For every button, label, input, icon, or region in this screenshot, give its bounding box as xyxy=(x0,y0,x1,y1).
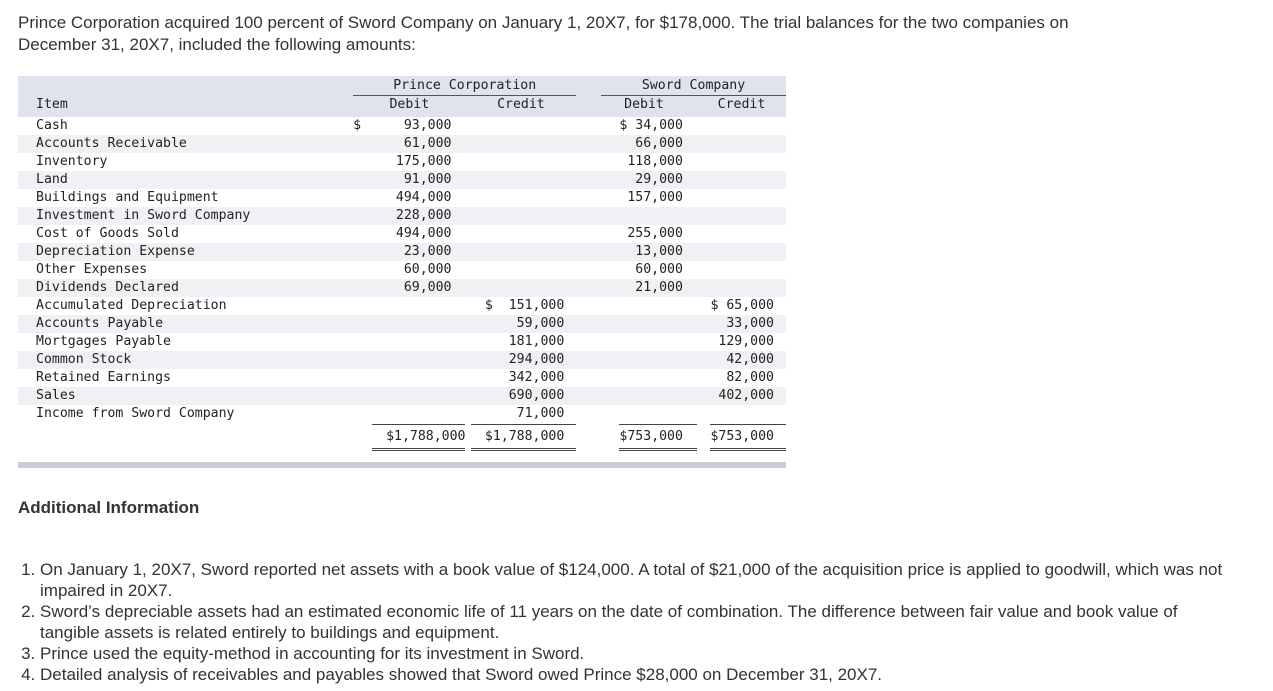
prince-debit-value: 23,000 xyxy=(403,244,452,259)
table-row xyxy=(18,297,786,315)
prince-credit-cell xyxy=(465,135,576,153)
sword-credit-cell xyxy=(697,261,786,279)
prince-debit-value: 228,000 xyxy=(395,208,452,223)
prince-credit-value xyxy=(564,280,576,295)
row-item-label: Land xyxy=(18,171,337,189)
prince-debit-value xyxy=(451,298,465,313)
sword-debit-value xyxy=(683,334,697,349)
additional-info-item: 4. Detailed analysis of receivables and payables showed that Sword owed Prince $28,000 on December 31, 20X7. xyxy=(40,664,1240,685)
prince-credit-cell xyxy=(465,279,576,297)
prince-credit-cell xyxy=(465,387,576,405)
prince-debit-value: 494,000 xyxy=(395,190,452,205)
prince-credit-cell xyxy=(465,351,576,369)
sword-debit-cell xyxy=(591,171,697,189)
sword-debit-cell xyxy=(591,369,697,387)
dollar-sign: $ xyxy=(353,118,362,133)
sword-credit-value: 42,000 xyxy=(726,352,774,367)
sword-debit-value: 66,000 xyxy=(635,136,683,151)
row-item-label: Buildings and Equipment xyxy=(18,189,337,207)
prince-credit-value: 690,000 xyxy=(508,388,565,403)
prince-debit-cell xyxy=(337,207,465,225)
prince-debit-value xyxy=(451,334,465,349)
sword-debit-value xyxy=(683,352,697,367)
sword-debit-value: 118,000 xyxy=(627,154,683,169)
sword-credit-value xyxy=(774,262,786,277)
sword-credit-value xyxy=(774,406,786,421)
sword-debit-cell xyxy=(591,315,697,333)
additional-information-heading: Additional Information xyxy=(18,498,200,517)
sword-credit-cell xyxy=(697,369,786,387)
prince-credit-value: 342,000 xyxy=(508,370,565,385)
table-total-row xyxy=(18,423,786,451)
prince-credit-cell xyxy=(465,333,576,351)
sword-credit-cell xyxy=(697,189,786,207)
prince-credit-cell xyxy=(465,117,576,135)
prince-debit-cell xyxy=(337,225,465,243)
sword-credit-value xyxy=(774,172,786,187)
trial-balance-table xyxy=(18,76,786,451)
sword-credit-cell xyxy=(697,225,786,243)
sword-debit-cell xyxy=(591,135,697,153)
sword-credit-cell xyxy=(697,171,786,189)
prince-debit-cell xyxy=(337,171,465,189)
prince-debit-cell xyxy=(337,369,465,387)
sword-credit-cell xyxy=(697,297,786,315)
prince-credit-value: 181,000 xyxy=(508,334,565,349)
prince-debit-cell xyxy=(337,351,465,369)
table-row xyxy=(18,333,786,351)
prince-debit-cell xyxy=(337,189,465,207)
row-item-label: Other Expenses xyxy=(18,261,337,279)
sword-credit-value: 129,000 xyxy=(718,334,774,349)
sword-credit-cell xyxy=(697,405,786,423)
table-row xyxy=(18,315,786,333)
sword-credit-value xyxy=(774,118,786,133)
prince-credit-cell xyxy=(465,369,576,387)
table-row xyxy=(18,279,786,297)
sword-credit-value xyxy=(774,154,786,169)
prince-debit-value: 494,000 xyxy=(395,226,452,241)
row-item-label: Retained Earnings xyxy=(18,369,337,387)
sword-credit-cell xyxy=(697,315,786,333)
table-group-header-row xyxy=(18,76,786,96)
table-row xyxy=(18,261,786,279)
prince-credit-cell xyxy=(465,225,576,243)
prince-debit-cell xyxy=(337,387,465,405)
prince-debit-cell xyxy=(337,261,465,279)
table-row xyxy=(18,135,786,153)
sword-credit-value xyxy=(774,190,786,205)
prince-debit-cell xyxy=(337,279,465,297)
row-item-label: Investment in Sword Company xyxy=(18,207,337,225)
sword-debit-value: 60,000 xyxy=(635,262,683,277)
sword-credit-value: $ 65,000 xyxy=(710,298,774,313)
prince-debit-value xyxy=(451,316,465,331)
column-header-prince-credit: Credit xyxy=(465,96,576,117)
prince-debit-cell xyxy=(337,297,465,315)
sword-debit-cell xyxy=(591,189,697,207)
total-prince-debit: $1,788,000 xyxy=(372,424,465,451)
column-header-prince-debit: Debit xyxy=(337,96,465,117)
row-item-label: Accumulated Depreciation xyxy=(18,297,337,315)
table-bottom-bar xyxy=(18,462,786,468)
sword-debit-value xyxy=(683,388,697,403)
sword-credit-value xyxy=(774,244,786,259)
prince-credit-value xyxy=(564,262,576,277)
prince-debit-value: 91,000 xyxy=(403,172,452,187)
sword-debit-cell xyxy=(591,117,697,135)
table-row xyxy=(18,387,786,405)
sword-credit-value: 33,000 xyxy=(726,316,774,331)
sword-debit-cell xyxy=(591,207,697,225)
group-header-sword: Sword Company xyxy=(601,77,786,96)
table-row xyxy=(18,153,786,171)
group-header-prince: Prince Corporation xyxy=(353,77,576,96)
prince-debit-value: 61,000 xyxy=(403,136,452,151)
prince-credit-value: 294,000 xyxy=(508,352,565,367)
sword-credit-cell xyxy=(697,243,786,261)
prince-credit-cell xyxy=(465,315,576,333)
prince-debit-value: 60,000 xyxy=(403,262,452,277)
additional-info-item: 3. Prince used the equity-method in accounting for its investment in Sword. xyxy=(40,643,1240,664)
prince-debit-value: 69,000 xyxy=(403,280,452,295)
sword-debit-cell xyxy=(591,405,697,423)
sword-debit-cell xyxy=(591,297,697,315)
sword-debit-cell xyxy=(591,333,697,351)
sword-debit-value xyxy=(683,370,697,385)
row-item-label: Sales xyxy=(18,387,337,405)
sword-debit-value: 157,000 xyxy=(627,190,683,205)
prince-debit-cell xyxy=(337,243,465,261)
column-header-sword-credit: Credit xyxy=(697,96,786,117)
prince-debit-value: 175,000 xyxy=(395,154,452,169)
prince-credit-cell xyxy=(465,405,576,423)
sword-credit-cell xyxy=(697,207,786,225)
sword-credit-cell xyxy=(697,387,786,405)
table-row xyxy=(18,171,786,189)
row-item-label: Depreciation Expense xyxy=(18,243,337,261)
prince-credit-cell xyxy=(465,189,576,207)
sword-debit-cell xyxy=(591,387,697,405)
sword-credit-value xyxy=(774,280,786,295)
intro-paragraph: Prince Corporation acquired 100 percent of Sword Company on January 1, 20X7, for $178,000. The trial balances for the two companies on December 31, 20X7, included the following amounts: xyxy=(18,13,1069,54)
table-column-header-row xyxy=(18,96,786,117)
table-row xyxy=(18,117,786,135)
additional-info-item: 2. Sword’s depreciable assets had an estimated economic life of 11 years on the date of combination. The difference between fair value and book value of tangible assets is related entirely to buildings and equipment. xyxy=(40,601,1240,643)
prince-debit-cell xyxy=(337,117,465,135)
sword-debit-value: 13,000 xyxy=(635,244,683,259)
total-sword-credit: $753,000 xyxy=(710,424,786,451)
table-row xyxy=(18,189,786,207)
sword-credit-cell xyxy=(697,279,786,297)
row-item-label: Cost of Goods Sold xyxy=(18,225,337,243)
sword-debit-cell xyxy=(591,243,697,261)
prince-credit-value: 71,000 xyxy=(516,406,565,421)
prince-debit-value xyxy=(451,370,465,385)
prince-credit-cell xyxy=(465,261,576,279)
sword-credit-value xyxy=(774,226,786,241)
column-header-item: Item xyxy=(18,96,337,117)
sword-debit-value: $ 34,000 xyxy=(619,118,683,133)
row-item-label: Income from Sword Company xyxy=(18,405,337,423)
total-prince-credit: $1,788,000 xyxy=(471,424,576,451)
sword-debit-value: 255,000 xyxy=(627,226,683,241)
prince-debit-value: 93,000 xyxy=(403,118,452,133)
row-item-label: Accounts Payable xyxy=(18,315,337,333)
row-item-label: Accounts Receivable xyxy=(18,135,337,153)
prince-credit-value xyxy=(564,244,576,259)
row-item-label: Dividends Declared xyxy=(18,279,337,297)
sword-debit-value xyxy=(683,406,697,421)
row-item-label: Cash xyxy=(18,117,337,135)
prince-credit-value xyxy=(564,136,576,151)
prince-debit-cell xyxy=(337,315,465,333)
sword-debit-cell xyxy=(591,225,697,243)
sword-debit-value: 21,000 xyxy=(635,280,683,295)
prince-credit-cell xyxy=(465,207,576,225)
sword-debit-cell xyxy=(591,279,697,297)
sword-credit-cell xyxy=(697,117,786,135)
prince-credit-cell xyxy=(465,297,576,315)
row-item-label: Mortgages Payable xyxy=(18,333,337,351)
prince-debit-cell xyxy=(337,153,465,171)
sword-debit-value: 29,000 xyxy=(635,172,683,187)
table-row xyxy=(18,207,786,225)
table-row xyxy=(18,225,786,243)
prince-credit-cell xyxy=(465,153,576,171)
prince-debit-value xyxy=(451,388,465,403)
prince-debit-cell xyxy=(337,333,465,351)
prince-credit-value xyxy=(564,154,576,169)
row-item-label: Common Stock xyxy=(18,351,337,369)
sword-credit-value: 82,000 xyxy=(726,370,774,385)
trial-balance-table-container xyxy=(18,76,786,451)
prince-credit-value xyxy=(564,208,576,223)
table-row xyxy=(18,369,786,387)
sword-debit-cell xyxy=(591,351,697,369)
prince-debit-cell xyxy=(337,135,465,153)
sword-debit-cell xyxy=(591,261,697,279)
row-item-label: Inventory xyxy=(18,153,337,171)
table-row xyxy=(18,243,786,261)
prince-debit-value xyxy=(451,406,465,421)
sword-debit-cell xyxy=(591,153,697,171)
additional-info-item: 1. On January 1, 20X7, Sword reported net assets with a book value of $124,000. A total of $21,000 of the acquisition price is applied to goodwill, which was not impaired in 20X7. xyxy=(40,559,1240,601)
additional-information-list xyxy=(18,559,1240,685)
prince-debit-cell xyxy=(337,405,465,423)
prince-debit-value xyxy=(451,352,465,367)
sword-credit-cell xyxy=(697,351,786,369)
prince-credit-value: 59,000 xyxy=(516,316,565,331)
prince-credit-value xyxy=(564,172,576,187)
sword-debit-value xyxy=(683,208,697,223)
sword-credit-value xyxy=(774,136,786,151)
prince-credit-cell xyxy=(465,243,576,261)
table-row xyxy=(18,351,786,369)
prince-credit-value xyxy=(564,190,576,205)
sword-debit-value xyxy=(683,298,697,313)
table-row xyxy=(18,405,786,423)
sword-credit-value: 402,000 xyxy=(718,388,774,403)
sword-credit-value xyxy=(774,208,786,223)
sword-credit-cell xyxy=(697,333,786,351)
prince-credit-value: $ 151,000 xyxy=(484,298,565,313)
sword-credit-cell xyxy=(697,153,786,171)
sword-credit-cell xyxy=(697,135,786,153)
prince-credit-value xyxy=(564,118,576,133)
total-sword-debit: $753,000 xyxy=(619,424,697,451)
column-header-sword-debit: Debit xyxy=(591,96,697,117)
prince-credit-value xyxy=(564,226,576,241)
prince-credit-cell xyxy=(465,171,576,189)
sword-debit-value xyxy=(683,316,697,331)
